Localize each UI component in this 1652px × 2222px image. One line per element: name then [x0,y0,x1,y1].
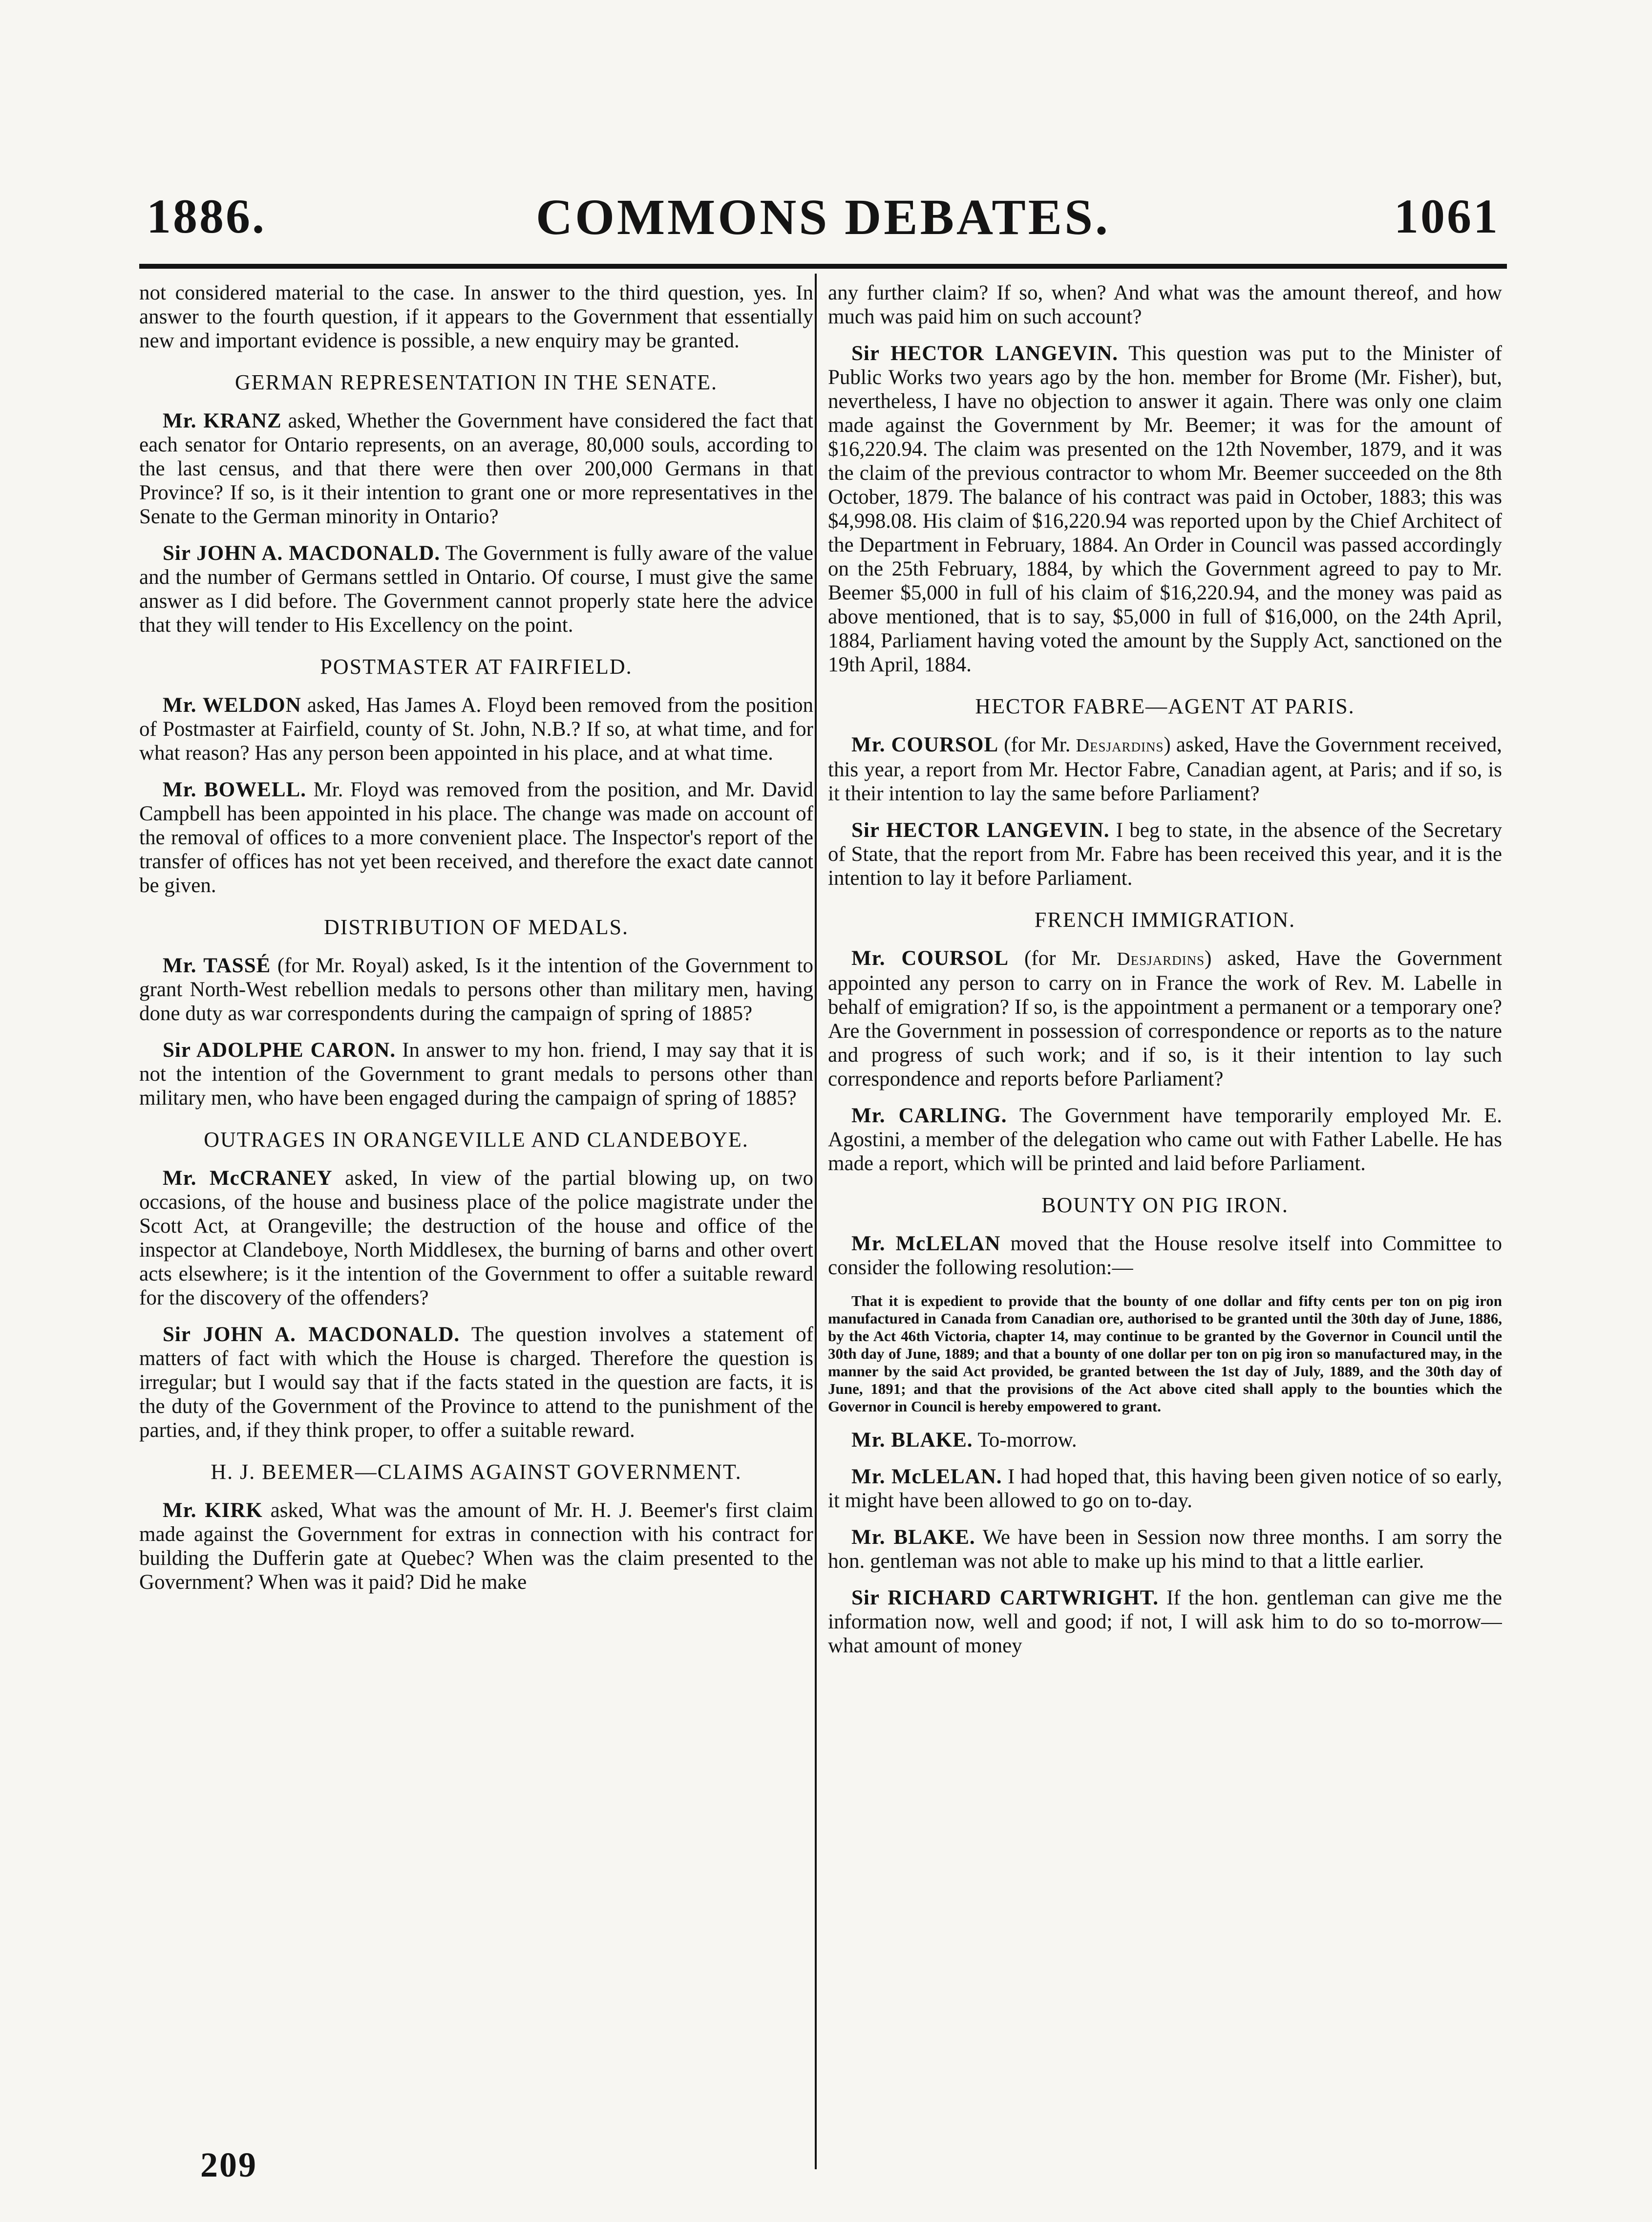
left-column [139,281,813,2147]
paragraph-text: If the hon. gentleman can give me the information now, well and good; if not, I will ask him to do so to-morrow—what amount of money [828,1586,1502,1657]
paragraph-text: asked, Whether the Government have considered the fact that each senator for Ontario represents, on an average, 80,000 souls, according to the last census, and that there were then over 200,000 Germans in that Province? If so, is it their intention to grant one or more representatives in the Senate to the German minority in Ontario? [139,409,813,528]
section-heading: OUTRAGES IN ORANGEVILLE AND CLANDEBOYE. [204,1128,749,1152]
speaker-name: Sir ADOLPHE CARON. [163,1039,396,1062]
paragraph-text: The Government have temporarily employed Mr. E. Agostini, a member of the delegation who came out with Father Labelle. He has made a report, which will be printed and laid before Parliament. [828,1104,1502,1175]
paragraph-text: The Government is fully aware of the value and the number of Germans settled in Ontario. Of course, I must give the same answer as I did before. The Government cannot properly state here the advice that they will tender to His Excellency on the point. [139,542,813,637]
member-name-smallcaps: Desjardins [1117,949,1205,969]
paragraph [828,342,1502,677]
speaker-name: Mr. BLAKE. [851,1429,973,1452]
paragraph-text: moved that the House resolve itself into Committee to consider the following resolution:— [828,1232,1502,1279]
paragraph: not considered material to the case. In answer to the third question, yes. In answer to the fourth question, if it appears to the Government that essentially new and important evidence is possible, a new enquiry may be granted. [139,281,813,352]
paragraph-text: (for Mr. Royal) asked, Is it the intention of the Government to grant North-West rebellion medals to persons other than military men, having done duty as war correspondents during the campaign of spring of 1885? [139,954,813,1025]
signature-mark: 209 [200,2145,257,2184]
section-heading: HECTOR FABRE—AGENT AT PARIS. [975,694,1355,718]
speaker-name: Mr. KIRK [163,1499,263,1522]
paragraph [828,1586,1502,1658]
paragraph [828,1525,1502,1573]
paragraph [139,693,813,765]
paragraph [828,1465,1502,1513]
speaker-name: Mr. COURSOL [851,947,1009,970]
paragraph [139,1038,813,1110]
paragraph [139,541,813,637]
speaker-name: Mr. TASSÉ [163,954,271,977]
paragraph-text: (for Mr. [998,733,1076,756]
paragraph-text: asked, What was the amount of Mr. H. J. Beemer's first claim made against the Government for extras in connection with his contract for building the Dufferin gate at Quebec? When was the claim presented to the Government? When was it paid? Did he make [139,1499,813,1594]
speaker-name: Mr. McLELAN [851,1232,1001,1255]
speaker-name: Sir HECTOR LANGEVIN. [851,819,1110,842]
paragraph-text: This question was put to the Minister of Public Works two years ago by the hon. member for Brome (Mr. Fisher), but, nevertheless, I have no objection to answer it again. There was only one claim made against the Government by Mr. Beemer; it was for the amount of $16,220.94. The claim was presented on the 12th November, 1879, and it was the claim of the previous contractor to whom Mr. Beemer succeeded on the 8th October, 1879. The balance of his contract was paid in October, 1883; this was $4,998.08. His claim of $16,220.94 was reported upon by the Chief Architect of the Department in February, 1884. An Order in Council was passed accordingly on the 25th February, 1884, by which the Government agreed to pay to Mr. Beemer $5,000 in full of his claim of $16,220.94, and the money was paid as above mentioned, that is to say, $5,000 in full of $16,000, on the 24th April, 1884, Parliament having voted the amount by the Supply Act, sanctioned on the 19th April, 1884. [828,342,1502,676]
section-heading: H. J. BEEMER—CLAIMS AGAINST GOVERNMENT. [211,1460,742,1484]
speaker-name: Mr. McLELAN. [851,1465,1002,1488]
header-year: 1886. [147,189,266,243]
paragraph [828,733,1502,806]
paragraph [828,946,1502,1091]
paragraph [139,1166,813,1310]
header-rule [139,264,1507,269]
paragraph: any further claim? If so, when? And what was the amount thereof, and how much was paid him on such account? [828,281,1502,328]
speaker-name: Sir RICHARD CARTWRIGHT. [851,1586,1159,1609]
paragraph [828,1232,1502,1280]
paragraph-text: Mr. Floyd was removed from the position, and Mr. David Campbell has been appointed in his place. The change was made on account of the removal of offices to a more convenient place. The Inspector's report of the transfer of offices has not yet been received, and therefore the exact date cannot be given. [139,778,813,897]
speaker-name: Mr. CARLING. [851,1104,1007,1127]
paragraph-text: We have been in Session now three months. I am sorry the hon. gentleman was not able to make up his mind to that a little earlier. [828,1526,1502,1573]
speaker-name: Mr. WELDON [163,694,301,717]
speaker-name: Mr. BOWELL. [163,778,306,801]
section-heading: BOUNTY ON PIG IRON. [1041,1193,1289,1217]
column-divider [815,274,817,2169]
resolution-text: That it is expedient to provide that the bounty of one dollar and fifty cents per ton on pig iron manufactured in Canada from Canadian ore, authorised to be granted until the 30th day of June, 1886, by the Act 46th Victoria, chapter 14, may continue to be granted by the Governor in Council until the 30th day of June, 1889; and that a bounty of one dollar per ton on pig iron so manufactured may, in the manner by the said Act provided, be granted between the 1st day of July, 1889, and the 30th day of June, 1891; and that the provisions of the Act above cited shall apply to the bounties which the Governor in Council is hereby empowered to grant. [828,1292,1502,1415]
speaker-name: Sir JOHN A. MACDONALD. [163,1323,460,1346]
paragraph-text: I had hoped that, this having been given notice of so early, it might have been allowed to go on to-day. [828,1465,1502,1512]
member-name-smallcaps: Desjardins [1076,735,1164,756]
paragraph-text: In answer to my hon. friend, I may say that it is not the intention of the Government to grant medals to persons other than military men, who have been engaged during the campaign of spring of 1885? [139,1039,813,1110]
speaker-name: Sir HECTOR LANGEVIN. [851,342,1119,365]
speaker-name: Sir JOHN A. MACDONALD. [163,542,441,565]
paragraph [139,409,813,529]
section-heading: POSTMASTER AT FAIRFIELD. [320,655,633,679]
paragraph-text: (for Mr. [1009,947,1117,970]
paragraph-text: The question involves a statement of matters of fact with which the House is charged. Therefore the question is irregular; but I would say that if the facts stated in the question are facts, it is the duty of the Government of the Province to attend to the punishment of the parties, and, if they think proper, to offer a suitable reward. [139,1323,813,1442]
paragraph-text: asked, In view of the partial blowing up, on two occasions, of the house and business place of the police magistrate under the Scott Act, at Orangeville; the destruction of the house and office of the inspector at Clandeboye, North Middlesex, the burning of barns and other overt acts elsewhere; is it the intention of the Government to offer a suitable reward for the discovery of the offenders? [139,1167,813,1309]
paragraph-text: ) asked, Have the Government received, this year, a report from Mr. Hector Fabre, Canadian agent, at Paris; and if so, is it their intention to lay the same before Parliament? [828,733,1502,805]
paragraph [828,818,1502,890]
section-heading: DISTRIBUTION OF MEDALS. [323,915,629,939]
header-title: COMMONS DEBATES. [536,189,1110,245]
speaker-name: Mr. BLAKE. [851,1526,975,1549]
paragraph [139,1323,813,1442]
paragraph [139,778,813,897]
paragraph-text: To-morrow. [973,1429,1077,1452]
section-heading: GERMAN REPRESENTATION IN THE SENATE. [235,370,718,394]
paragraph-text: asked, Has James A. Floyd been removed from the position of Postmaster at Fairfield, county of St. John, N.B.? If so, at what time, and for what reason? Has any person been appointed in his place, and at what time. [139,694,813,765]
speaker-name: Mr. McCRANEY [163,1167,333,1190]
right-column [828,281,1502,2147]
paragraph-text: I beg to state, in the absence of the Secretary of State, that the report from Mr. Fabre has been received this year, and it is the intention to lay it before Parliament. [828,819,1502,890]
speaker-name: Mr. KRANZ [163,409,282,432]
page-header [147,188,1500,261]
paragraph [828,1104,1502,1175]
paragraph [139,954,813,1026]
paragraph [828,1428,1502,1452]
section-heading: FRENCH IMMIGRATION. [1034,908,1296,932]
speaker-name: Mr. COURSOL [851,733,999,756]
paragraph-text: ) asked, Have the Government appointed any person to carry on in France the work of Rev. M. Labelle in behalf of emigration? If so, is the appointment a permanent or a temporary one? Are the Government in possession of correspondence or reports as to the nature and progress of such work; and if so, is it their intention to lay such correspondence and reports before Parliament? [828,947,1502,1090]
header-page-number: 1061 [1394,189,1500,243]
paragraph [139,1498,813,1594]
